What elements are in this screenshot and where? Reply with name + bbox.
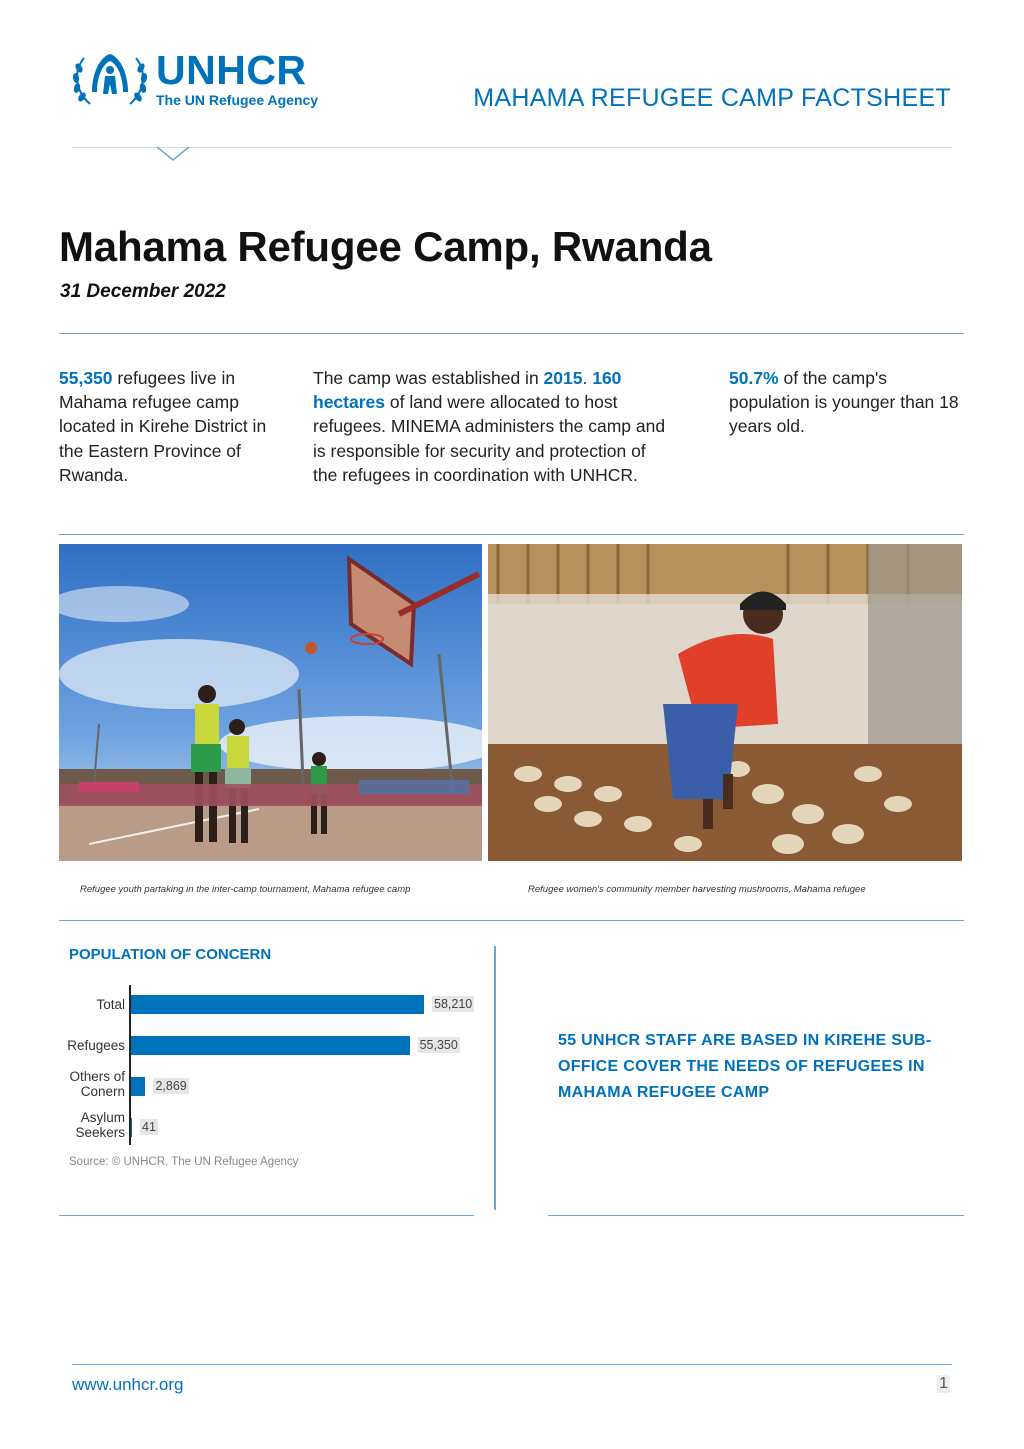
- established-text-pre: The camp was established in: [313, 368, 544, 388]
- established-text-mid: .: [582, 368, 593, 388]
- chart-category-label: Refugees: [67, 1038, 125, 1053]
- divider-bottom-right: [548, 1215, 964, 1216]
- staff-note: 55 UNHCR STAFF ARE BASED IN KIREHE SUB-OFFICE COVER THE NEEDS OF REFUGEES IN MAHAMA REFUGEE CAMP: [558, 1032, 932, 1101]
- logo-tagline: The UN Refugee Agency: [156, 92, 319, 108]
- established-year: 2015: [543, 368, 583, 388]
- chart-bar: [131, 1118, 132, 1137]
- chart-category-label: Others of Conern: [69, 1069, 125, 1099]
- refugee-count-value: 55,350: [59, 368, 113, 388]
- divider-top: [59, 333, 964, 334]
- chart-category-label: Asylum Seekers: [75, 1110, 125, 1140]
- factsheet-label: MAHAMA REFUGEE CAMP FACTSHEET: [473, 84, 951, 112]
- fact-refugee-count: [59, 366, 284, 487]
- fact-youth-share: [729, 366, 964, 439]
- chart-bar: [131, 995, 424, 1014]
- population-section-title: POPULATION OF CONCERN: [69, 946, 272, 963]
- footer-website-link[interactable]: www.unhcr.org: [72, 1375, 184, 1394]
- fact-camp-established: [313, 366, 668, 487]
- chart-value-label: 41: [142, 1120, 156, 1134]
- photo-mushroom-harvest: [488, 544, 962, 861]
- divider-lower: [59, 920, 964, 921]
- page-number: 1: [939, 1375, 948, 1392]
- chart-value-label: 58,210: [434, 997, 473, 1011]
- refugee-count-text: refugees live in Mahama refugee camp located in Kirehe District in the Eastern Province of Rwanda.: [59, 368, 267, 485]
- footer-divider: [72, 1364, 952, 1365]
- divider-bottom-left: [59, 1215, 474, 1216]
- photo-basketball: [59, 544, 482, 861]
- unhcr-logo: [70, 48, 350, 112]
- population-bar-chart: [59, 985, 479, 1150]
- chart-category-label: Total: [96, 997, 125, 1012]
- section-vertical-divider: [494, 946, 496, 1210]
- youth-share-value: 50.7%: [729, 368, 779, 388]
- chart-bar: [131, 1036, 410, 1055]
- chart-source: Source: © UNHCR, The UN Refugee Agency: [69, 1156, 299, 1168]
- chart-bar: [131, 1077, 145, 1096]
- header-divider: [72, 147, 952, 148]
- land-area: 160 hectares: [313, 368, 622, 413]
- unhcr-emblem-icon: [70, 48, 150, 112]
- report-date: 31 December 2022: [60, 281, 226, 302]
- chart-value-label: 2,869: [155, 1079, 187, 1093]
- logo-wordmark: UNHCR: [156, 47, 307, 93]
- photo-left-caption: Refugee youth partaking in the inter-camp tournament, Mahama refugee camp: [80, 884, 411, 895]
- divider-mid: [59, 534, 964, 535]
- youth-share-text: of the camp's population is younger than 18 years old.: [729, 368, 959, 437]
- chart-value-label: 55,350: [419, 1038, 458, 1052]
- established-text-post: of land were allocated to host refugees. MINEMA administers the camp and is responsible for security and protection of the refugees in coordination with UNHCR.: [313, 392, 666, 485]
- page-title: Mahama Refugee Camp, Rwanda: [59, 223, 712, 270]
- header-notch-icon: [156, 146, 190, 162]
- photo-right-caption: Refugee women's community member harvesting mushrooms, Mahama refugee: [528, 884, 866, 895]
